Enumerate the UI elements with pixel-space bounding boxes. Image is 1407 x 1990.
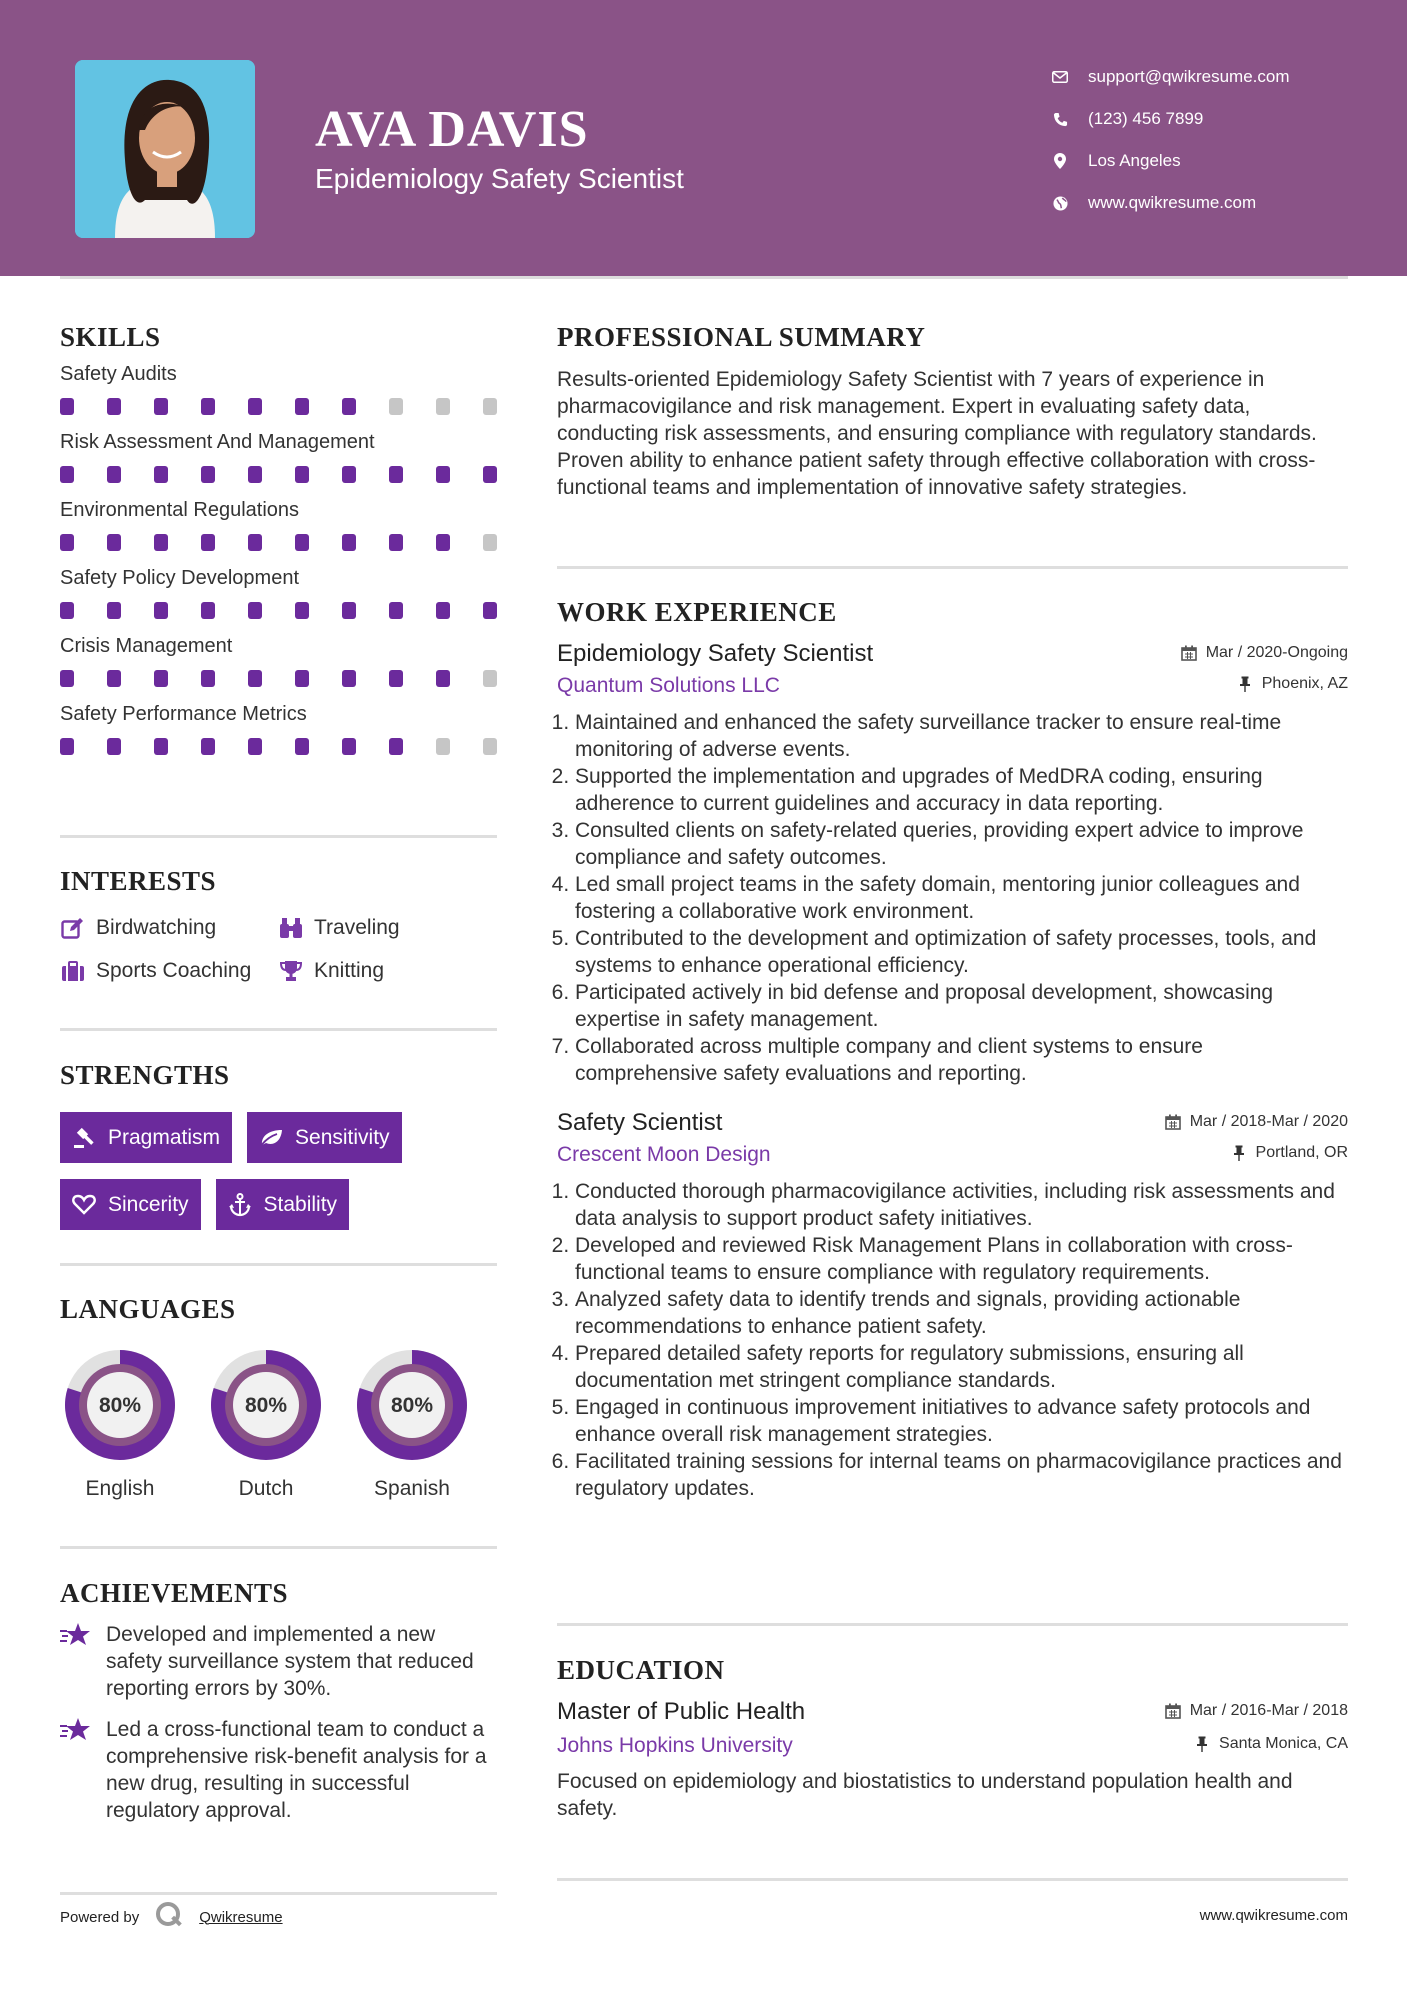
strength-chip bbox=[60, 1112, 232, 1163]
education-school: Johns Hopkins University bbox=[557, 1734, 793, 1757]
skill-rating bbox=[60, 466, 497, 483]
section-divider bbox=[60, 835, 497, 838]
language-percent: 80% bbox=[244, 1394, 288, 1417]
strengths-section bbox=[60, 1060, 497, 1230]
skills-section bbox=[60, 322, 497, 755]
skill-name: Risk Assessment And Management bbox=[60, 431, 375, 453]
strength-label: Stability bbox=[263, 1192, 338, 1216]
rating-dot-filled bbox=[295, 602, 309, 619]
job-title: Safety Scientist bbox=[557, 1109, 723, 1136]
contact-phone[interactable] bbox=[1050, 98, 1290, 140]
rating-dot-filled bbox=[201, 738, 215, 755]
rating-dot-filled bbox=[483, 602, 497, 619]
rating-dot-empty bbox=[436, 398, 450, 415]
job-dates bbox=[1164, 1113, 1348, 1131]
achievement-text: Led a cross-functional team to conduct a comprehensive risk-benefit analysis for a new drug, resulting in successful regulatory approval. bbox=[106, 1718, 487, 1822]
map-pin-icon bbox=[1050, 151, 1070, 171]
contact-website[interactable] bbox=[1050, 182, 1290, 224]
job-bullet: 1. Maintained and enhanced the safety surveillance tracker to ensure real-time monitoring of adverse events. bbox=[575, 709, 1348, 763]
job-location-text: Portland, OR bbox=[1255, 1144, 1348, 1161]
contact-phone-text: (123) 456 7899 bbox=[1088, 109, 1204, 128]
job-location bbox=[1236, 675, 1348, 693]
interest-label: Birdwatching bbox=[96, 916, 217, 939]
language-name: Spanish bbox=[374, 1477, 450, 1500]
rating-dot-filled bbox=[154, 534, 168, 551]
skill-rating bbox=[60, 534, 497, 551]
rating-dot-filled bbox=[201, 670, 215, 687]
contact-location bbox=[1050, 140, 1290, 182]
languages-list bbox=[60, 1345, 497, 1501]
job-entry bbox=[557, 1109, 1348, 1502]
rating-dot-filled bbox=[107, 534, 121, 551]
qwikresume-link[interactable]: Qwikresume bbox=[199, 1908, 283, 1926]
rating-dot-filled bbox=[107, 602, 121, 619]
rating-dot-filled bbox=[483, 466, 497, 483]
briefcase-icon bbox=[60, 958, 86, 984]
strengths-list bbox=[60, 1112, 497, 1230]
interest-label: Sports Coaching bbox=[96, 959, 252, 982]
language-progress-ring bbox=[60, 1345, 180, 1465]
envelope-icon bbox=[1050, 67, 1070, 87]
gavel-icon bbox=[72, 1126, 96, 1150]
rating-dot-empty bbox=[389, 398, 403, 415]
strength-chip bbox=[247, 1112, 402, 1163]
job-bullet: 2. Developed and reviewed Risk Management Plans in collaboration with cross-functional teams to ensure compliance with regulatory requirements. bbox=[575, 1232, 1348, 1286]
strength-label: Pragmatism bbox=[108, 1125, 221, 1149]
header-banner bbox=[0, 0, 1407, 276]
section-divider bbox=[557, 1623, 1348, 1626]
rating-dot-filled bbox=[342, 466, 356, 483]
rating-dot-empty bbox=[483, 670, 497, 687]
job-bullet: 5. Contributed to the development and optimization of safety processes, tools, and systems to enhance operational efficiency. bbox=[575, 925, 1348, 979]
skill-rating bbox=[60, 738, 497, 755]
job-bullet: 6. Facilitated training sessions for internal teams on pharmacovigilance practices and regulatory updates. bbox=[575, 1448, 1348, 1502]
languages-section bbox=[60, 1294, 497, 1501]
rating-dot-filled bbox=[60, 534, 74, 551]
job-company: Crescent Moon Design bbox=[557, 1143, 771, 1166]
binoculars-icon bbox=[278, 915, 304, 941]
summary-heading: PROFESSIONAL SUMMARY bbox=[557, 322, 926, 352]
rating-dot-filled bbox=[342, 602, 356, 619]
rating-dot-filled bbox=[60, 670, 74, 687]
education-degree: Master of Public Health bbox=[557, 1698, 806, 1725]
pencil-square-icon bbox=[60, 915, 86, 941]
powered-by bbox=[60, 1900, 497, 1934]
section-divider bbox=[60, 1263, 497, 1266]
pushpin-icon bbox=[1193, 1735, 1211, 1753]
star-icon bbox=[60, 1716, 92, 1746]
rating-dot-empty bbox=[483, 398, 497, 415]
contact-location-text: Los Angeles bbox=[1088, 151, 1181, 170]
rating-dot-filled bbox=[154, 738, 168, 755]
job-bullet: 4. Led small project teams in the safety domain, mentoring junior colleagues and fostering a collaborative work environment. bbox=[575, 871, 1348, 925]
education-dates bbox=[1164, 1702, 1348, 1720]
rating-dot-filled bbox=[389, 534, 403, 551]
rating-dot-filled bbox=[248, 534, 262, 551]
strength-label: Sincerity bbox=[108, 1192, 189, 1216]
rating-dot-filled bbox=[60, 602, 74, 619]
calendar-icon bbox=[1164, 1113, 1182, 1131]
candidate-name: AVA DAVIS bbox=[315, 101, 589, 158]
interest-item bbox=[60, 915, 278, 941]
interest-label: Traveling bbox=[314, 916, 400, 939]
education-description: Focused on epidemiology and biostatistics to understand population health and safety. bbox=[557, 1770, 1293, 1820]
skill-item bbox=[60, 363, 497, 415]
rating-dot-filled bbox=[389, 602, 403, 619]
skill-name: Safety Audits bbox=[60, 363, 177, 385]
rating-dot-filled bbox=[436, 670, 450, 687]
interest-item bbox=[278, 958, 497, 984]
job-bullets bbox=[557, 1178, 1348, 1502]
job-dates-text: Mar / 2020-Ongoing bbox=[1205, 644, 1348, 661]
phone-icon bbox=[1050, 109, 1070, 129]
job-bullet: 3. Analyzed safety data to identify trends and signals, providing actionable recommendations to enhance patient safety. bbox=[575, 1286, 1348, 1340]
summary-text: Results-oriented Epidemiology Safety Scientist with 7 years of experience in pharmacovigilance and risk management. Expert in evaluating safety data, conducting risk assessments, and ensuring compliance with regulatory standards. Proven ability to enhance patient safety through effective collaboration with cross-functional teams and implementation of innovative safety strategies. bbox=[557, 368, 1317, 499]
qwikresume-logo-icon bbox=[154, 1900, 184, 1934]
achievement-item bbox=[60, 1621, 497, 1702]
language-progress-ring bbox=[206, 1345, 326, 1465]
candidate-title: Epidemiology Safety Scientist bbox=[315, 163, 684, 194]
strength-chip bbox=[216, 1179, 350, 1230]
education-location bbox=[1193, 1735, 1348, 1753]
skill-item bbox=[60, 499, 497, 551]
rating-dot-filled bbox=[201, 466, 215, 483]
education-dates-text: Mar / 2016-Mar / 2018 bbox=[1189, 1702, 1348, 1719]
pushpin-icon bbox=[1230, 1144, 1248, 1162]
rating-dot-filled bbox=[295, 466, 309, 483]
strength-label: Sensitivity bbox=[295, 1125, 390, 1149]
globe-icon bbox=[1050, 193, 1070, 213]
language-percent: 80% bbox=[390, 1394, 434, 1417]
skills-list bbox=[60, 363, 497, 755]
rating-dot-filled bbox=[154, 466, 168, 483]
language-percent: 80% bbox=[98, 1394, 142, 1417]
job-bullets bbox=[557, 709, 1348, 1087]
rating-dot-filled bbox=[107, 670, 121, 687]
rating-dot-filled bbox=[295, 534, 309, 551]
interests-heading: INTERESTS bbox=[60, 866, 217, 896]
profile-photo bbox=[75, 60, 255, 238]
rating-dot-filled bbox=[60, 738, 74, 755]
skill-item bbox=[60, 703, 497, 755]
job-bullet: 7. Collaborated across multiple company and client systems to ensure comprehensive safety evaluations and reporting. bbox=[575, 1033, 1348, 1087]
rating-dot-empty bbox=[436, 738, 450, 755]
powered-by-text: Powered by bbox=[60, 1908, 140, 1926]
rating-dot-filled bbox=[60, 398, 74, 415]
job-bullet: 5. Engaged in continuous improvement initiatives to advance safety protocols and enhance overall risk management strategies. bbox=[575, 1394, 1348, 1448]
contact-email[interactable] bbox=[1050, 56, 1290, 98]
calendar-icon bbox=[1180, 644, 1198, 662]
rating-dot-filled bbox=[389, 738, 403, 755]
skill-item bbox=[60, 567, 497, 619]
job-entry bbox=[557, 640, 1348, 1087]
footer-website-link[interactable]: www.qwikresume.com bbox=[1199, 1907, 1348, 1924]
rating-dot-filled bbox=[436, 534, 450, 551]
achievement-text: Developed and implemented a new safety surveillance system that reduced reporting errors by 30%. bbox=[106, 1623, 474, 1700]
education-section bbox=[557, 1655, 1348, 1822]
rating-dot-empty bbox=[483, 534, 497, 551]
strengths-heading: STRENGTHS bbox=[60, 1060, 230, 1090]
rating-dot-filled bbox=[295, 670, 309, 687]
pushpin-icon bbox=[1236, 675, 1254, 693]
interest-label: Knitting bbox=[314, 959, 385, 982]
rating-dot-filled bbox=[248, 466, 262, 483]
strength-chip bbox=[60, 1179, 201, 1230]
calendar-icon bbox=[1164, 1702, 1182, 1720]
interest-item bbox=[278, 915, 497, 941]
summary-section bbox=[557, 322, 1348, 501]
education-heading: EDUCATION bbox=[557, 1655, 725, 1685]
job-dates-text: Mar / 2018-Mar / 2020 bbox=[1189, 1113, 1348, 1130]
skill-name: Safety Performance Metrics bbox=[60, 703, 307, 725]
contact-email-text: support@qwikresume.com bbox=[1088, 67, 1290, 86]
language-item bbox=[206, 1345, 326, 1501]
rating-dot-filled bbox=[295, 738, 309, 755]
achievements-heading: ACHIEVEMENTS bbox=[60, 1578, 289, 1608]
experience-section bbox=[557, 597, 1348, 1502]
rating-dot-filled bbox=[154, 602, 168, 619]
skill-item bbox=[60, 635, 497, 687]
skill-item bbox=[60, 431, 497, 483]
section-divider bbox=[60, 1892, 497, 1895]
rating-dot-filled bbox=[342, 670, 356, 687]
experience-heading: WORK EXPERIENCE bbox=[557, 597, 837, 627]
rating-dot-filled bbox=[436, 602, 450, 619]
job-bullet: 4. Prepared detailed safety reports for regulatory submissions, ensuring all documentation met stringent compliance standards. bbox=[575, 1340, 1348, 1394]
language-name: English bbox=[85, 1477, 155, 1500]
interest-item bbox=[60, 958, 278, 984]
rating-dot-filled bbox=[342, 738, 356, 755]
achievements-section bbox=[60, 1578, 497, 1824]
education-location-text: Santa Monica, CA bbox=[1219, 1735, 1348, 1752]
job-location bbox=[1230, 1144, 1348, 1162]
rating-dot-filled bbox=[201, 602, 215, 619]
rating-dot-filled bbox=[107, 738, 121, 755]
rating-dot-filled bbox=[248, 602, 262, 619]
job-bullet: 2. Supported the implementation and upgrades of MedDRA coding, ensuring adherence to current guidelines and accuracy in data reporting. bbox=[575, 763, 1348, 817]
skills-heading: SKILLS bbox=[60, 322, 161, 352]
rating-dot-filled bbox=[248, 670, 262, 687]
rating-dot-filled bbox=[389, 466, 403, 483]
rating-dot-filled bbox=[295, 398, 309, 415]
rating-dot-filled bbox=[342, 534, 356, 551]
language-name: Dutch bbox=[238, 1477, 294, 1500]
rating-dot-filled bbox=[154, 398, 168, 415]
rating-dot-filled bbox=[201, 398, 215, 415]
rating-dot-filled bbox=[389, 670, 403, 687]
anchor-icon bbox=[228, 1193, 252, 1217]
rating-dot-filled bbox=[154, 670, 168, 687]
rating-dot-filled bbox=[107, 466, 121, 483]
section-divider bbox=[60, 1546, 497, 1549]
skill-name: Safety Policy Development bbox=[60, 567, 300, 589]
language-item bbox=[352, 1345, 472, 1501]
contact-website-text: www.qwikresume.com bbox=[1088, 193, 1257, 212]
job-bullet: 1. Conducted thorough pharmacovigilance activities, including risk assessments and data analysis to support product safety initiatives. bbox=[575, 1178, 1348, 1232]
skill-rating bbox=[60, 670, 497, 687]
job-company: Quantum Solutions LLC bbox=[557, 674, 780, 697]
section-divider bbox=[557, 1878, 1348, 1881]
job-title: Epidemiology Safety Scientist bbox=[557, 640, 874, 667]
rating-dot-filled bbox=[248, 738, 262, 755]
achievement-item bbox=[60, 1716, 497, 1824]
section-divider bbox=[60, 1028, 497, 1031]
rating-dot-filled bbox=[201, 534, 215, 551]
job-bullet: 3. Consulted clients on safety-related queries, providing expert advice to improve compliance and safety outcomes. bbox=[575, 817, 1348, 871]
star-icon bbox=[60, 1621, 92, 1651]
heart-icon bbox=[72, 1193, 96, 1217]
section-divider bbox=[557, 566, 1348, 569]
skill-name: Crisis Management bbox=[60, 635, 233, 657]
language-item bbox=[60, 1345, 180, 1501]
rating-dot-empty bbox=[483, 738, 497, 755]
skill-name: Environmental Regulations bbox=[60, 499, 300, 521]
rating-dot-filled bbox=[107, 398, 121, 415]
interests-list bbox=[60, 915, 497, 984]
job-dates bbox=[1180, 644, 1348, 662]
rating-dot-filled bbox=[60, 466, 74, 483]
skill-rating bbox=[60, 398, 497, 415]
job-location-text: Phoenix, AZ bbox=[1261, 675, 1348, 692]
rating-dot-filled bbox=[436, 466, 450, 483]
interests-section bbox=[60, 866, 497, 984]
header-divider bbox=[60, 276, 1348, 279]
language-progress-ring bbox=[352, 1345, 472, 1465]
contact-list bbox=[1050, 56, 1290, 224]
trophy-icon bbox=[278, 958, 304, 984]
rating-dot-filled bbox=[248, 398, 262, 415]
languages-heading: LANGUAGES bbox=[60, 1294, 236, 1324]
job-bullet: 6. Participated actively in bid defense and proposal development, showcasing expertise in safety management. bbox=[575, 979, 1348, 1033]
leaf-icon bbox=[259, 1126, 283, 1150]
skill-rating bbox=[60, 602, 497, 619]
rating-dot-filled bbox=[342, 398, 356, 415]
